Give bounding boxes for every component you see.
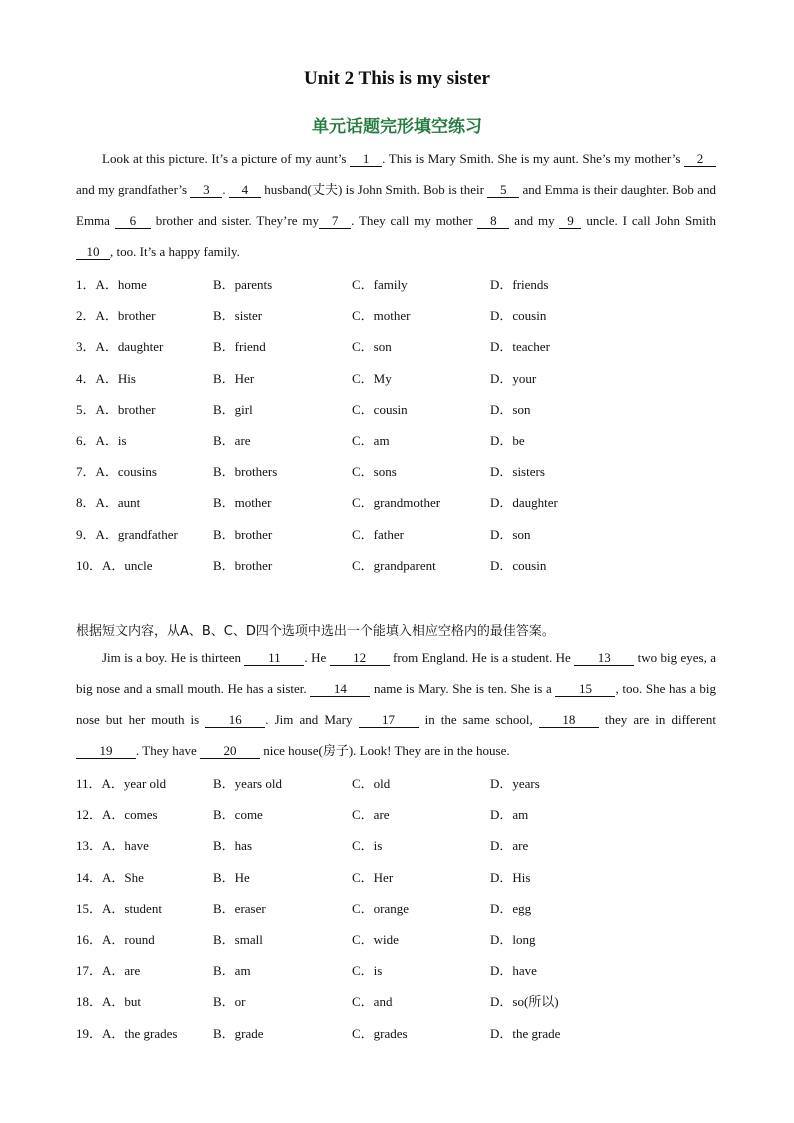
- option-b: B．years old: [213, 776, 282, 791]
- option-d: D．am: [490, 807, 529, 823]
- option-a: 17．A．are: [76, 963, 141, 979]
- blank-6: 6: [115, 213, 151, 229]
- option-a: 1．A．home: [76, 277, 147, 292]
- blank-18: 18: [539, 712, 599, 728]
- option-b: B．brother: [213, 557, 273, 573]
- option-d: D．cousin: [490, 557, 547, 573]
- blank-1: 1: [350, 151, 382, 167]
- passage-text: two big eyes, a big nose and a small mouth. He has a sister.: [76, 650, 716, 696]
- question-row: [76, 1026, 716, 1057]
- option-a: 19．A．the grades: [76, 1025, 178, 1041]
- passage-text: , too. She has a big nose but her mouth is: [76, 681, 716, 727]
- passage-text: Jim is a boy. He is thirteen: [102, 650, 245, 665]
- question-row: [76, 527, 716, 558]
- question-row: [76, 433, 716, 464]
- option-d: D．son: [490, 401, 531, 417]
- option-c: C．is: [352, 963, 383, 979]
- option-c: C．are: [352, 807, 390, 823]
- passage-text: . Jim and Mary: [265, 712, 359, 727]
- question-row: [76, 277, 716, 308]
- instruction-text: 根据短文内容，从A、B、C、D四个选项中选出一个能填入相应空格内的最佳答案。: [76, 624, 555, 639]
- option-d: D．son: [490, 526, 531, 542]
- option-d: D．have: [490, 963, 537, 979]
- passage-text: . This is Mary Smith. She is my aunt. She’s my mother’s: [382, 151, 685, 166]
- option-a: 8．A．aunt: [76, 495, 141, 511]
- option-a: 10．A．uncle: [76, 557, 153, 573]
- page-subtitle: 单元话题完形填空练习: [312, 117, 482, 137]
- option-a: 3．A．daughter: [76, 339, 164, 355]
- option-c: C．orange: [352, 900, 410, 916]
- option-c: C．is: [352, 838, 383, 854]
- question-row: [76, 776, 716, 807]
- blank-14: 14: [310, 681, 370, 697]
- passage-text: husband(丈夫) is John Smith. Bob is their: [260, 182, 488, 197]
- option-b: B．brothers: [213, 464, 278, 480]
- blank-17: 17: [359, 712, 419, 728]
- question-row: [76, 495, 716, 526]
- passage-text: and Emma is their daughter. Bob and Emma: [76, 182, 716, 228]
- blank-2: 2: [684, 151, 716, 167]
- passage-text: uncle. I call John Smith: [581, 213, 717, 228]
- option-a: 16．A．round: [76, 931, 155, 947]
- passage-text: . They have: [136, 743, 201, 758]
- option-c: C．father: [352, 526, 404, 542]
- option-c: C．grandparent: [352, 557, 436, 573]
- passage-text: . They call my mother: [351, 213, 478, 228]
- option-c: C．cousin: [352, 401, 408, 417]
- blank-13: 13: [574, 650, 634, 666]
- option-b: B．or: [213, 994, 246, 1010]
- option-b: B．are: [213, 432, 251, 448]
- option-b: B．girl: [213, 401, 253, 417]
- option-a: 6．A．is: [76, 432, 127, 448]
- option-d: D．years: [490, 776, 540, 791]
- blank-15: 15: [555, 681, 615, 697]
- blank-8: 8: [477, 213, 509, 229]
- question-row: [76, 308, 716, 339]
- question-row: [76, 932, 716, 963]
- question-row: [76, 339, 716, 370]
- option-c: C．sons: [352, 464, 397, 480]
- option-c: C．grandmother: [352, 495, 441, 511]
- option-b: B．sister: [213, 308, 263, 324]
- passage-text: . He: [304, 650, 330, 665]
- passage-text: .: [222, 182, 229, 197]
- passage-2: [76, 642, 716, 766]
- option-b: B．He: [213, 869, 250, 885]
- blank-5: 5: [487, 182, 519, 198]
- passage-text: , too. It’s a happy family.: [110, 244, 240, 259]
- blank-12: 12: [330, 650, 390, 666]
- option-b: B．brother: [213, 526, 273, 542]
- option-b: B．mother: [213, 495, 272, 511]
- question-row: [76, 402, 716, 433]
- question-row: [76, 901, 716, 932]
- option-b: B．Her: [213, 370, 255, 386]
- option-c: C．grades: [352, 1025, 408, 1041]
- option-c: C．mother: [352, 308, 411, 324]
- blank-16: 16: [205, 712, 265, 728]
- option-a: 2．A．brother: [76, 308, 156, 324]
- passage-text: from England. He is a student. He: [389, 650, 575, 665]
- option-b: B．friend: [213, 339, 266, 355]
- option-d: D．so(所以): [490, 994, 559, 1010]
- option-d: D．daughter: [490, 495, 558, 511]
- option-c: C．wide: [352, 931, 399, 947]
- option-d: D．His: [490, 869, 531, 885]
- passage-text: and my: [509, 213, 560, 228]
- option-b: B．come: [213, 807, 263, 823]
- question-row: [76, 963, 716, 994]
- option-c: C．My: [352, 370, 392, 386]
- question-row: [76, 558, 716, 589]
- blank-4: 4: [229, 182, 261, 198]
- option-a: 4．A．His: [76, 370, 136, 386]
- blank-10: 10: [76, 244, 110, 260]
- passage-text: nice house(房子). Look! They are in the house.: [260, 743, 510, 758]
- option-d: D．friends: [490, 277, 549, 292]
- passage-text: Look at this picture. It’s a picture of my aunt’s: [102, 151, 351, 166]
- passage-text: and my grandfather’s: [76, 182, 191, 197]
- option-d: D．sisters: [490, 464, 545, 480]
- option-a: 14．A．She: [76, 869, 144, 885]
- blank-7: 7: [319, 213, 351, 229]
- question-row: [76, 807, 716, 838]
- blank-20: 20: [200, 743, 260, 759]
- blank-9: 9: [559, 213, 581, 229]
- passage-text: they are in different: [598, 712, 716, 727]
- question-list-2: [76, 776, 716, 1057]
- option-b: B．am: [213, 963, 251, 979]
- option-a: 11．A．year old: [76, 776, 167, 791]
- option-d: D．teacher: [490, 339, 550, 355]
- option-a: 15．A．student: [76, 900, 162, 916]
- option-b: B．has: [213, 838, 253, 854]
- option-a: 9．A．grandfather: [76, 526, 178, 542]
- option-d: D．are: [490, 838, 529, 854]
- question-list-1: [76, 277, 716, 589]
- option-d: D．egg: [490, 900, 532, 916]
- option-d: D．your: [490, 370, 537, 386]
- option-b: B．small: [213, 931, 263, 947]
- option-c: C．am: [352, 432, 390, 448]
- question-row: [76, 838, 716, 869]
- passage-text: name is Mary. She is ten. She is a: [370, 681, 556, 696]
- question-row: [76, 994, 716, 1025]
- option-d: D．cousin: [490, 308, 547, 324]
- option-c: C．son: [352, 339, 392, 355]
- question-row: [76, 464, 716, 495]
- option-d: D．long: [490, 931, 536, 947]
- page-title: Unit 2 This is my sister: [304, 68, 490, 89]
- option-b: B．parents: [213, 277, 273, 292]
- blank-19: 19: [76, 743, 136, 759]
- blank-11: 11: [244, 650, 304, 666]
- option-c: C．and: [352, 994, 393, 1010]
- blank-3: 3: [190, 182, 222, 198]
- option-b: B．eraser: [213, 900, 266, 916]
- question-row: [76, 371, 716, 402]
- passage-text: brother and sister. They’re my: [150, 213, 320, 228]
- option-d: D．be: [490, 432, 525, 448]
- option-a: 7．A．cousins: [76, 464, 157, 480]
- passage-1: [76, 143, 716, 267]
- option-a: 12．A．comes: [76, 807, 158, 823]
- option-c: C．Her: [352, 869, 394, 885]
- option-a: 18．A．but: [76, 994, 142, 1010]
- option-a: 5．A．brother: [76, 401, 156, 417]
- question-row: [76, 870, 716, 901]
- passage-text: in the same school,: [418, 712, 539, 727]
- option-a: 13．A．have: [76, 838, 149, 854]
- option-b: B．grade: [213, 1025, 264, 1041]
- option-d: D．the grade: [490, 1025, 561, 1041]
- option-c: C．family: [352, 277, 408, 292]
- option-c: C．old: [352, 776, 391, 791]
